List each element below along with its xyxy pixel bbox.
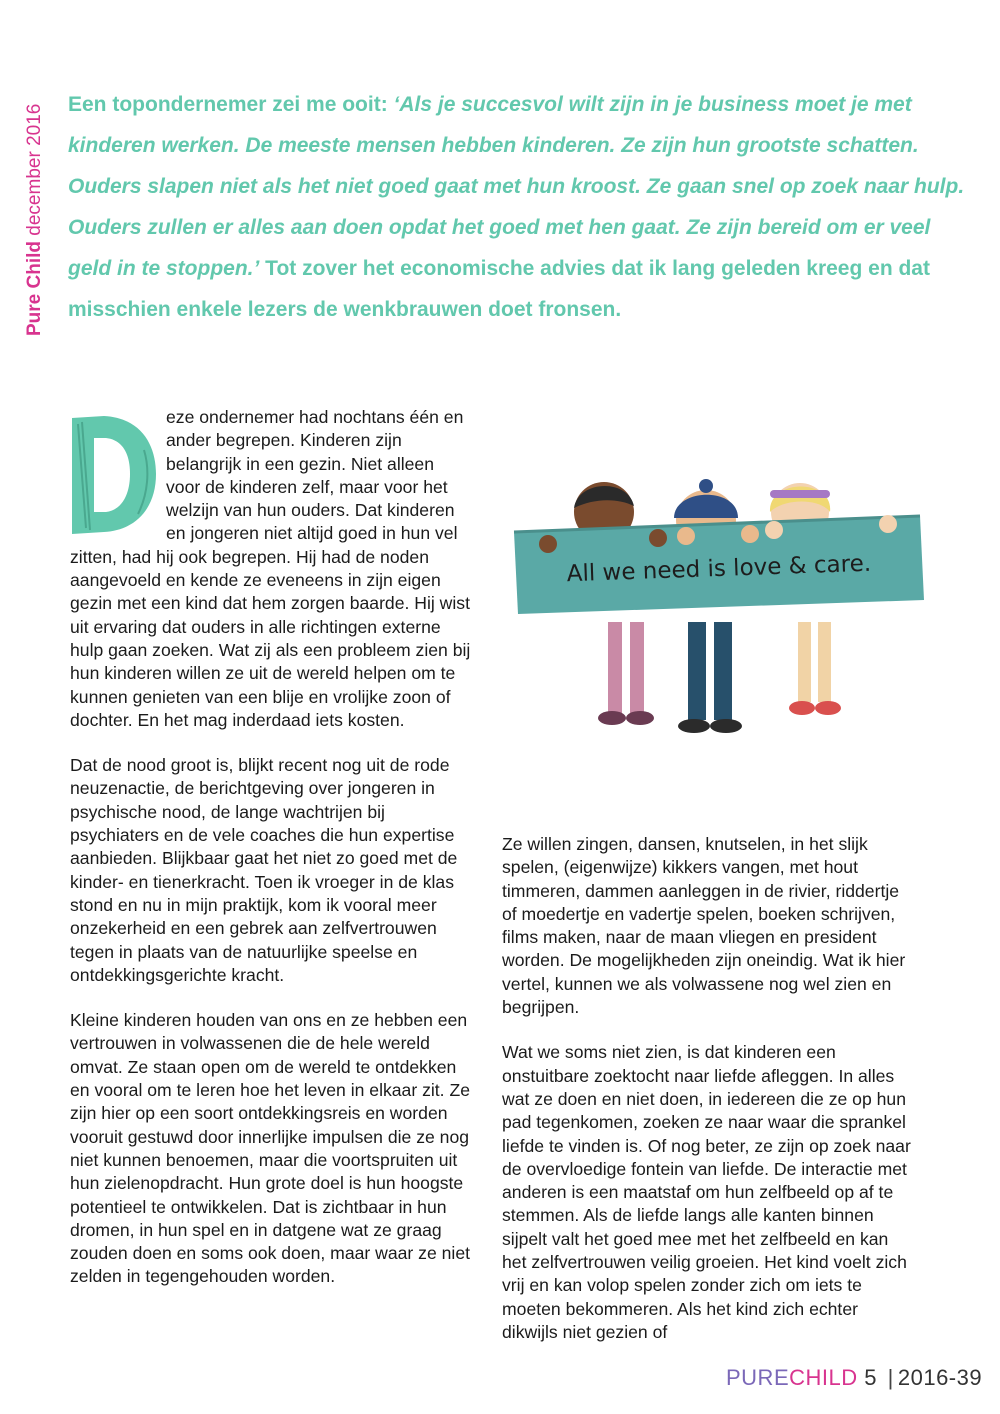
paragraph-5: Wat we soms niet zien, is dat kinderen een onstuitbare zoektocht naar liefde afleggen. In alles wat ze doen en niet doen, in iedereen die ze op hun pad tegenkomen, zoeken ze naar waar die sprankel liefde te vinden is. Of nog beter, ze zijn op zoek naar de overvloedige fontein van liefde. De interactie met anderen is een maatstaf om hun zelfbeeld op af te stemmen. Als de liefde langs alle kanten binnen sijpelt valt het goed mee met het zelfbeeld en kan het zelfvertrouwen veilig groeien. Het kind voelt zich vrij en kan volop spelen zonder zich om iets te moeten bekommeren. Als het kind zich echter dikwijls niet gezien of (502, 1042, 911, 1342)
side-issue: december 2016 (24, 103, 45, 236)
paragraph-1-text: eze ondernemer had nochtans één en ander begrepen. Kinderen zijn belangrijk in een gezin. Niet alleen voor de kinderen zelf, maar voor het welzijn van hun ouders. Dat kinderen en jongeren niet altijd goed in hun vel zitten, had hij ook begrepen. Hij had de noden aangevoeld en kende ze eveneens in zijn eigen gezin met een kind dat hem zorgen baarde. Hij wist uit ervaring dat ouders in alle richtingen externe hulp gaan zoeken. Wat zij als een probleem zien bij hun kinderen willen ze uit de wereld helpen om te kunnen genieten van een blije en vrolijke zoon of dochter. En het mag inderdaad iets kosten. (70, 407, 471, 730)
love-and-care-banner (514, 515, 924, 614)
intro-quote-text: ‘Als je succesvol wilt zijn in je business moet je met kinderen werken. De meeste mensen hebben kinderen. Ze zijn hun grootste schatten. Ouders slapen niet als het niet goed gaat met hun kroost. Ze gaan snel op zoek naar hulp. Ouders zullen er alles aan doen opdat het goed met hen gaat. Ze zijn bereid om er veel geld in te stoppen.’ (68, 93, 965, 280)
intro-quote (68, 84, 968, 330)
paragraph-2: Dat de nood groot is, blijkt recent nog uit de rode neuzenactie, de berichtgeving over jongeren in psychische nood, de lange wachtrijen bij psychiaters en de vele coaches die hun expertise aanbieden. Blijkbaar gaat het niet zo goed met de kinder- en tienerkracht. Toen ik vroeger in de klas stond en nu in mijn praktijk, kom ik vooral meer onzekerheid en een gebrek aan zelfvertrouwen tegen in plaats van de natuurlijke speelse en ontdekkingsgerichte kracht. (70, 755, 458, 985)
intro-lead: Een topondernemer zei me ooit: (68, 93, 394, 116)
paragraph-3: Kleine kinderen houden van ons en ze hebben een vertrouwen in volwassenen die de hele wereld omvat. Ze staan open om de wereld te ontdekken en vooral om te leren hoe het leven in elkaar zit. Ze zijn hier op een soort ontdekkingsreis en worden vooruit gestuwd door innerlijke impulsen die ze nog niet kunnen benoemen, maar die voortspruiten uit hun zielenopdracht. Hun grote doel is hun hoogste potentieel te ontwikkelen. Dat is zichtbaar in hun dromen, in hun spel en in datgene wat ze graag zouden doen en soms ook doen, maar waar ze niet zelden in tegengehouden worden. (70, 1010, 471, 1287)
page-footer (726, 1365, 982, 1391)
side-brand: Pure Child (24, 240, 45, 336)
banner-text: All we need is love & care. (566, 550, 872, 588)
article-column-left (70, 406, 472, 1311)
paragraph-4: Ze willen zingen, dansen, knutselen, in het slijk spelen, (eigenwijze) kikkers vangen, met hout timmeren, dammen aanleggen in de rivier, riddertje of moedertje en vadertje spelen, boeken schrijven, films maken, naar de maan vliegen en president worden. De mogelijkheden zijn oneindig. Wat ik hier vertel, kunnen we als volwassene nog wel zien en begrijpen. (502, 834, 906, 1018)
footer-brand-pure: PURE (726, 1365, 790, 1390)
dropcap-letter: D (111, 500, 113, 501)
footer-separator: | (887, 1365, 894, 1390)
paragraph-1 (70, 406, 472, 732)
children-illustration (508, 472, 930, 740)
footer-page: 2016-39 (897, 1365, 983, 1390)
footer-issue-number: 5 (864, 1365, 878, 1390)
footer-brand-child: CHILD (789, 1365, 858, 1390)
child-legs (598, 622, 841, 733)
side-label (24, 104, 46, 336)
article-column-right (502, 833, 912, 1366)
dropcap-d (64, 410, 160, 538)
intro-tail: Tot zover het economische advies dat ik lang geleden kreeg en dat misschien enkele lezers de wenkbrauwen doet fronsen. (68, 257, 930, 321)
